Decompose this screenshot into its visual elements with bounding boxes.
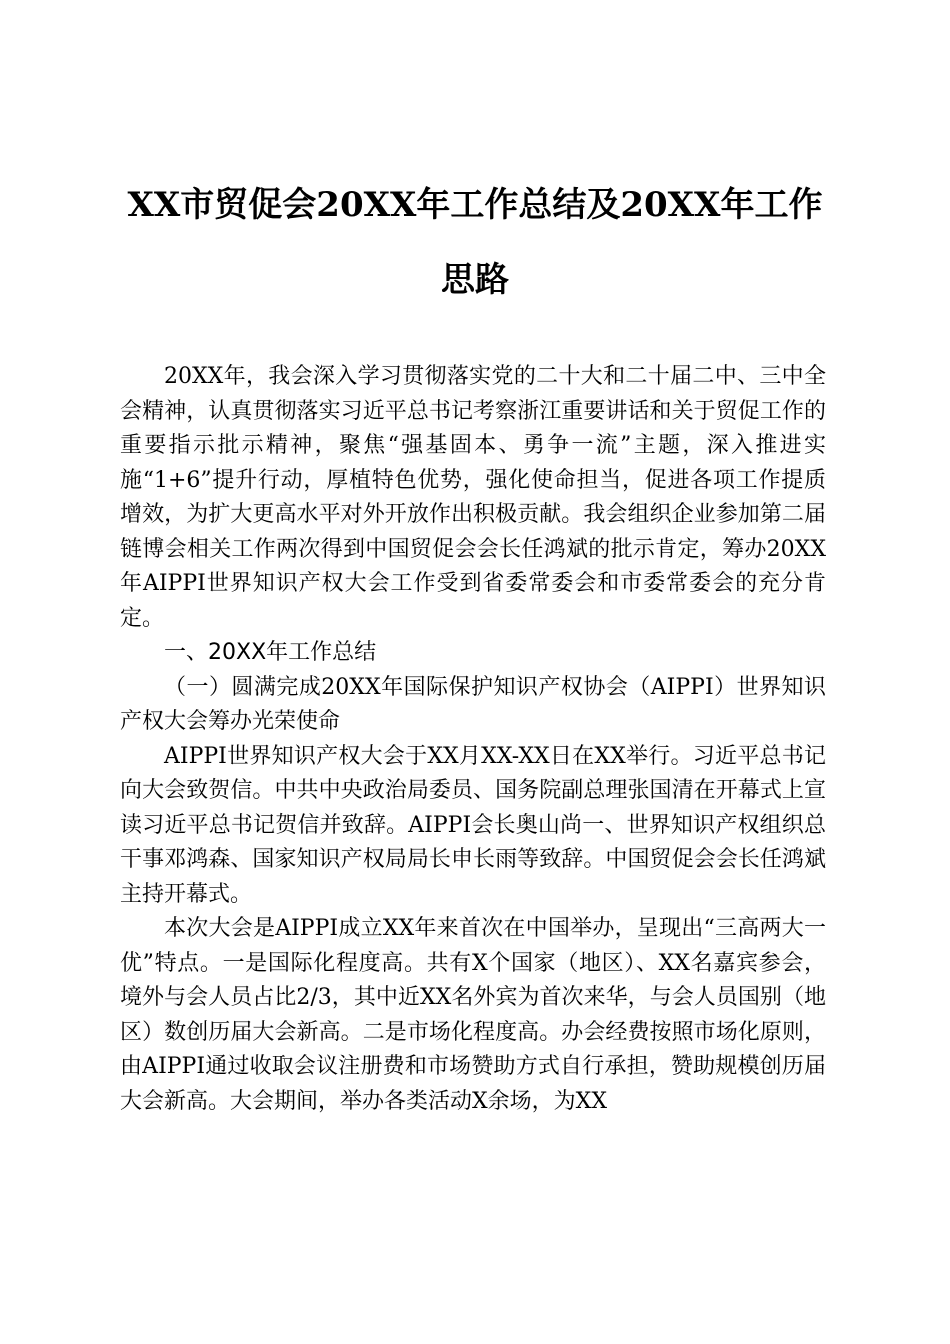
subsection-heading: （一）圆满完成20XX年国际保护知识产权协会（AIPPI）世界知识产权大会筹办光荣使命	[120, 674, 826, 734]
section-heading: 一、20XX年工作总结	[164, 640, 377, 665]
body-paragraph: 本次大会是AIPPI成立XX年来首次在中国举办，呈现出“三高两大一优”特点。一是国际化程度高。共有X个国家（地区）、XX名嘉宾参会，境外与会人员占比2/3，其中近XX名外宾为首次来华，与会人员国别（地区）数创历届大会新高。二是市场化程度高。办会经费按照市场化原则，由AIPPI通过收取会议注册费和市场赞助方式自行承担，赞助规模创历届大会新高。大会期间，举办各类活动X余场，为XX	[120, 916, 826, 1114]
document-title: XX市贸促会20XX年工作总结及20XX年工作思路	[127, 185, 823, 300]
body-paragraph: AIPPI世界知识产权大会于XX月XX-XX日在XX举行。习近平总书记向大会致贺信。中共中央政治局委员、国务院副总理张国清在开幕式上宣读习近平总书记贺信并致辞。AIPPI会长奥山尚一、世界知识产权组织总干事邓鸿森、国家知识产权局局长申长雨等致辞。中国贸促会会长任鸿斌主持开幕式。	[120, 743, 826, 907]
document-body	[120, 360, 826, 1119]
intro-paragraph: 20XX年，我会深入学习贯彻落实党的二十大和二十届二中、三中全会精神，认真贯彻落实习近平总书记考察浙江重要讲话和关于贸促工作的重要指示批示精神，聚焦“强基固本、勇争一流”主题，深入推进实施“1+6”提升行动，厚植特色优势，强化使命担当，促进各项工作提质增效，为扩大更高水平对外开放作出积极贡献。我会组织企业参加第二届链博会相关工作两次得到中国贸促会会长任鸿斌的批示肯定，筹办20XX年AIPPI世界知识产权大会工作受到省委常委会和市委常委会的充分肯定。	[120, 364, 826, 631]
